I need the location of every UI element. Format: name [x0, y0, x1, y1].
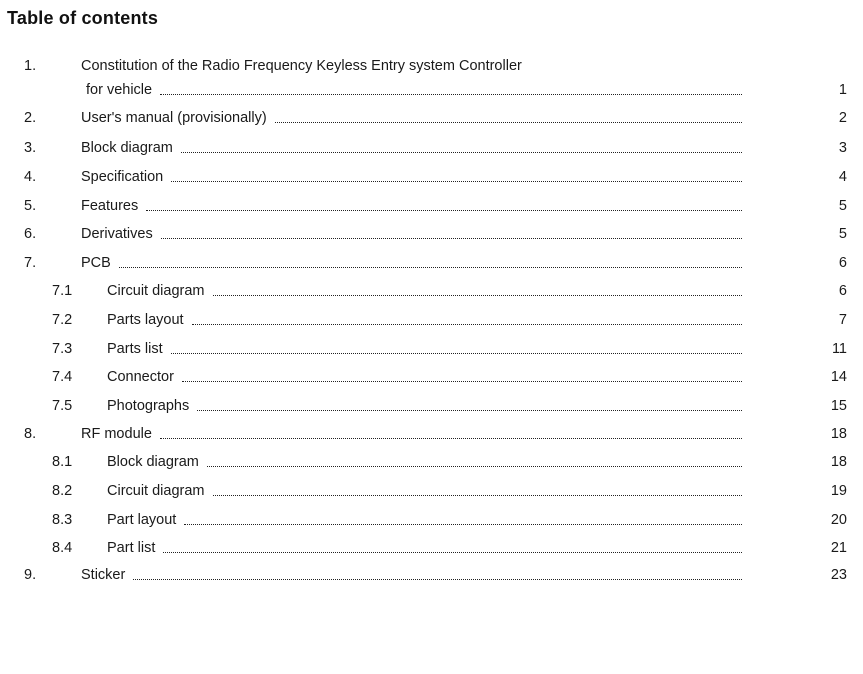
- toc-dot-leader: [171, 181, 742, 182]
- toc-dot-leader: [197, 410, 742, 411]
- toc-page-number[interactable]: 14: [830, 369, 847, 385]
- toc-entry-continuation[interactable]: [0, 79, 863, 101]
- toc-entry-title: RF module: [81, 426, 152, 442]
- toc-page-number[interactable]: 6: [838, 255, 847, 271]
- toc-entry[interactable]: [0, 252, 863, 274]
- toc-dot-leader: [146, 210, 742, 211]
- toc-page-number[interactable]: 5: [838, 226, 847, 242]
- toc-dot-leader: [207, 466, 742, 467]
- toc-entry-number: 7.3: [52, 341, 73, 357]
- toc-entry[interactable]: [0, 423, 863, 445]
- toc-page-number[interactable]: 6: [838, 283, 847, 299]
- toc-dot-leader: [160, 438, 742, 439]
- toc-page-number[interactable]: 23: [830, 567, 847, 583]
- toc-entry-title: Specification: [81, 169, 164, 185]
- toc-page-number[interactable]: 4: [838, 169, 847, 185]
- toc-entry[interactable]: [0, 55, 863, 77]
- toc-entry[interactable]: [0, 195, 863, 217]
- toc-entry[interactable]: [0, 451, 863, 473]
- toc-dot-leader: [184, 524, 742, 525]
- toc-dot-leader: [160, 94, 742, 95]
- toc-entry-title-continuation: for vehicle: [86, 82, 153, 98]
- toc-entry-number: 8.2: [52, 483, 73, 499]
- toc-entry[interactable]: [0, 107, 863, 129]
- toc-entry-title: Constitution of the Radio Frequency Keyless Entry system Controller: [81, 58, 522, 74]
- toc-dot-leader: [213, 495, 743, 496]
- toc-entry-title: Block diagram: [81, 140, 173, 156]
- toc-entry-number: 7.2: [52, 312, 73, 328]
- toc-entry-number: 7.4: [52, 369, 73, 385]
- toc-dot-leader: [192, 324, 742, 325]
- toc-entry[interactable]: [0, 309, 863, 331]
- toc-page-number[interactable]: 7: [838, 312, 847, 328]
- toc-dot-leader: [133, 579, 742, 580]
- toc-entry[interactable]: [0, 137, 863, 159]
- toc-dot-leader: [119, 267, 742, 268]
- toc-entry-title: PCB: [81, 255, 111, 271]
- toc-page-number[interactable]: 5: [838, 198, 847, 214]
- toc-page-number[interactable]: 1: [838, 82, 847, 98]
- toc-entry-title: User's manual (provisionally): [81, 110, 267, 126]
- toc-entry-title: Connector: [107, 369, 174, 385]
- toc-entry-title: Sticker: [81, 567, 126, 583]
- toc-entry-number: 8.3: [52, 512, 73, 528]
- toc-entry[interactable]: [0, 338, 863, 360]
- toc-entry-title: Circuit diagram: [107, 483, 205, 499]
- toc-entry[interactable]: [0, 509, 863, 531]
- toc-entry-number: 7.: [24, 255, 37, 271]
- toc-dot-leader: [161, 238, 742, 239]
- toc-entry[interactable]: [0, 395, 863, 417]
- toc-entry-title: Circuit diagram: [107, 283, 205, 299]
- toc-dot-leader: [275, 122, 742, 123]
- toc-entry-number: 8.: [24, 426, 37, 442]
- toc-page-number[interactable]: 18: [830, 426, 847, 442]
- toc-page-number[interactable]: 20: [830, 512, 847, 528]
- toc-entry-number: 8.1: [52, 454, 73, 470]
- toc-entry-title: Derivatives: [81, 226, 153, 242]
- toc-entry-number: 6.: [24, 226, 37, 242]
- toc-entry-number: 8.4: [52, 540, 73, 556]
- toc-entry-title: Part layout: [107, 512, 177, 528]
- toc-entry[interactable]: [0, 166, 863, 188]
- toc-entry[interactable]: [0, 564, 863, 586]
- toc-entry[interactable]: [0, 480, 863, 502]
- toc-dot-leader: [182, 381, 742, 382]
- toc-entry[interactable]: [0, 366, 863, 388]
- toc-page-number[interactable]: 15: [830, 398, 847, 414]
- toc-dot-leader: [163, 552, 742, 553]
- toc-entry-title: Part list: [107, 540, 156, 556]
- toc-entry-number: 5.: [24, 198, 37, 214]
- toc-entry[interactable]: [0, 280, 863, 302]
- toc-page-number[interactable]: 21: [830, 540, 847, 556]
- toc-dot-leader: [171, 353, 742, 354]
- toc-dot-leader: [181, 152, 742, 153]
- toc-page-number[interactable]: 19: [830, 483, 847, 499]
- toc-entry[interactable]: [0, 537, 863, 559]
- toc-entry-title: Features: [81, 198, 139, 214]
- toc-entry-number: 7.1: [52, 283, 73, 299]
- toc-entry[interactable]: [0, 223, 863, 245]
- toc-entry-title: Parts list: [107, 341, 163, 357]
- toc-entry-title: Photographs: [107, 398, 190, 414]
- toc-entry-number: 1.: [24, 58, 37, 74]
- toc-entry-number: 4.: [24, 169, 37, 185]
- toc-entry-number: 2.: [24, 110, 37, 126]
- toc-page-number[interactable]: 18: [830, 454, 847, 470]
- toc-entry-number: 3.: [24, 140, 37, 156]
- toc-page-number[interactable]: 2: [838, 110, 847, 126]
- toc-dot-leader: [213, 295, 743, 296]
- toc-entry-number: 9.: [24, 567, 37, 583]
- toc-entry-title: Block diagram: [107, 454, 199, 470]
- toc-page-number[interactable]: 11: [831, 341, 847, 357]
- toc-entry-title: Parts layout: [107, 312, 184, 328]
- toc-entry-number: 7.5: [52, 398, 73, 414]
- page-title: Table of contents: [7, 8, 159, 28]
- toc-page-number[interactable]: 3: [838, 140, 847, 156]
